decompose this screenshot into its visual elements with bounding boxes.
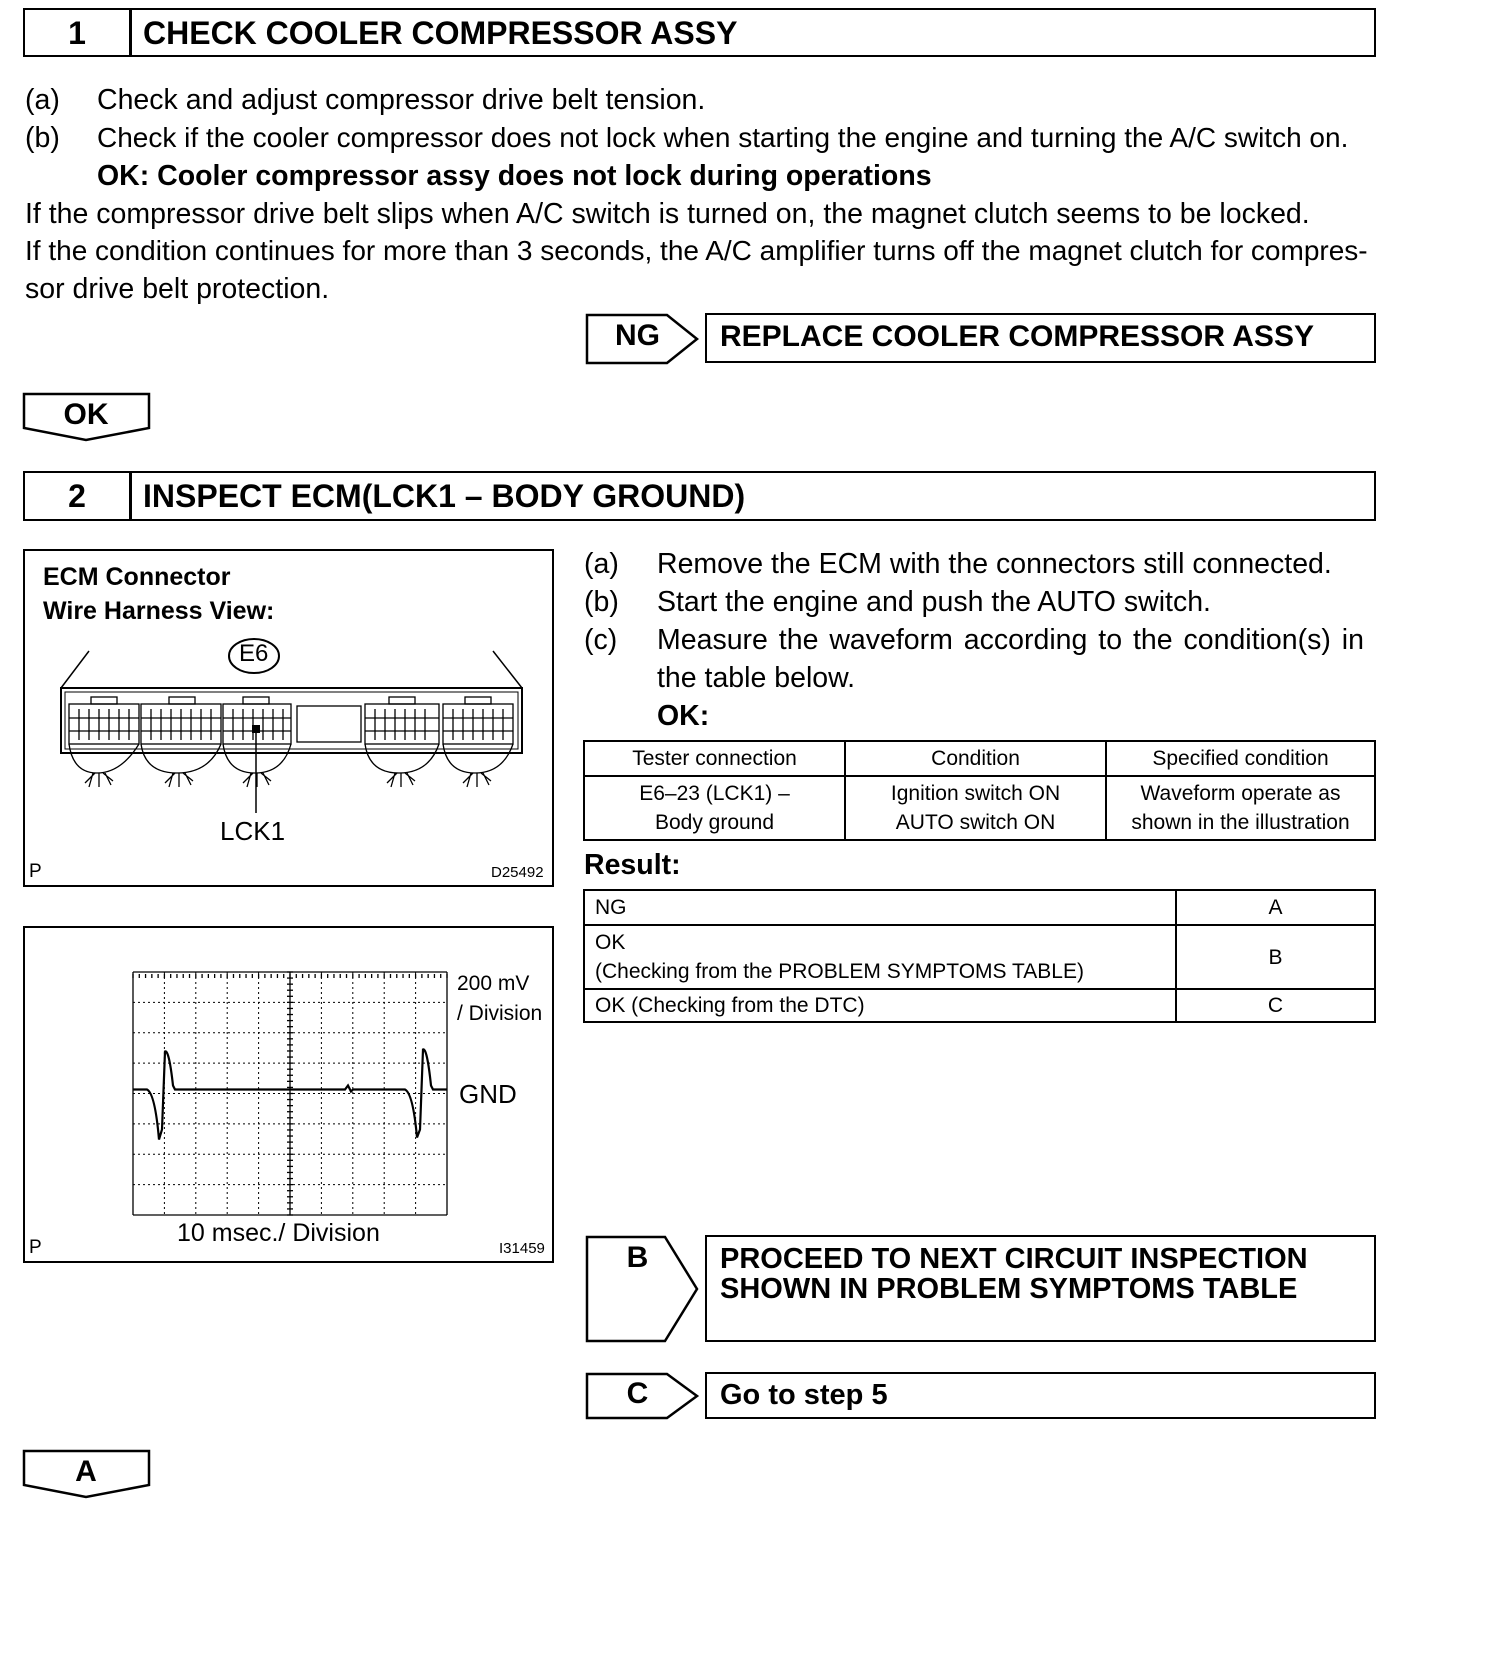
step1-divider: [129, 10, 132, 55]
result-row-a-desc: NG: [584, 890, 1176, 925]
connector-title-1: ECM Connector: [43, 563, 231, 591]
ng-action-box: [705, 313, 1376, 363]
waveform-vscale-1: 200 mV: [457, 972, 530, 995]
step2-item-a-text: Remove the ECM with the connectors still connected.: [657, 548, 1332, 580]
spec-cell-specified: [1106, 776, 1375, 840]
step2-title: INSPECT ECM(LCK1 – BODY GROUND): [143, 478, 746, 514]
step2-divider: [129, 473, 132, 519]
step1-item-a-text: Check and adjust compressor drive belt tension.: [97, 84, 706, 116]
step1-item-b-letter: (b): [25, 122, 60, 154]
waveform-vscale-2: / Division: [457, 1002, 543, 1025]
spec-header-specified: Specified condition: [1106, 741, 1375, 776]
b-action-box: [705, 1235, 1376, 1342]
result-row-b-line2: (Checking from the PROBLEM SYMPTOMS TABLE): [595, 960, 1084, 983]
step1-ok-line: OK: Cooler compressor assy does not lock during operations: [97, 160, 932, 192]
result-row-a-code: A: [1176, 890, 1375, 925]
step1-note-3: sor drive belt protection.: [25, 273, 330, 305]
b-action-line1: PROCEED TO NEXT CIRCUIT INSPECTION: [720, 1243, 1308, 1275]
result-row-a: [584, 890, 1375, 925]
result-row-c-code: C: [1176, 989, 1375, 1022]
waveform-corner-p: P: [29, 1237, 42, 1258]
step1-note-1: If the compressor drive belt slips when A/C switch is turned on, the magnet clutch seems to be locked.: [25, 198, 1310, 230]
step1-header: [23, 8, 1376, 57]
waveform-figure: [23, 926, 554, 1263]
ng-label: NG: [615, 319, 660, 352]
waveform-figure-code: I31459: [499, 1240, 545, 1257]
spec-header-condition: Condition: [845, 741, 1106, 776]
connector-title-2: Wire Harness View:: [43, 597, 275, 625]
step2-header: [23, 471, 1376, 521]
step2-item-c-cont: the table below.: [657, 662, 856, 694]
step2-ok-heading: OK:: [657, 700, 710, 732]
ok-tag-label: OK: [63, 398, 109, 431]
b-label: B: [626, 1241, 649, 1274]
step1-note-2: If the condition continues for more than 3 seconds, the A/C amplifier turns off the magnet clutch for compres-: [25, 235, 1368, 266]
spec-cell-specified-line2: shown in the illustration: [1131, 811, 1350, 834]
spec-table-row: [584, 776, 1375, 840]
step2-item-b-text: Start the engine and push the AUTO switch.: [657, 586, 1211, 618]
result-row-b-code: B: [1176, 925, 1375, 989]
connector-corner-p: P: [29, 861, 42, 882]
ng-action-text: REPLACE COOLER COMPRESSOR ASSY: [720, 320, 1314, 353]
spec-cell-tester-line2: Body ground: [654, 811, 775, 834]
spec-cell-condition-line1: Ignition switch ON: [890, 782, 1061, 805]
waveform-time-scale: 10 msec./ Division: [177, 1219, 380, 1247]
ecm-connector-drawing: [25, 551, 553, 886]
lck1-pin-label: LCK1: [220, 816, 286, 846]
spec-header-tester: Tester connection: [584, 741, 845, 776]
ecm-connector-figure: [23, 549, 554, 887]
c-label: C: [626, 1377, 649, 1410]
result-row-c: [584, 989, 1375, 1022]
step1-item-a-letter: (a): [25, 84, 60, 116]
result-row-b-desc: [584, 925, 1176, 989]
b-action-line2: SHOWN IN PROBLEM SYMPTOMS TABLE: [720, 1273, 1298, 1305]
waveform-gnd-label: GND: [459, 1079, 517, 1109]
connector-figure-code: D25492: [491, 864, 544, 881]
spec-cell-condition: [845, 776, 1106, 840]
c-action-text: Go to step 5: [720, 1379, 888, 1411]
step1-item-b-text: Check if the cooler compressor does not lock when starting the engine and turning the A/C switch on.: [97, 122, 1349, 153]
step2-item-c-letter: (c): [584, 624, 618, 656]
spec-cell-tester-line1: E6–23 (LCK1) –: [639, 782, 790, 805]
spec-table: [583, 740, 1376, 841]
spec-cell-tester: [584, 776, 845, 840]
result-row-b-line1: OK: [595, 931, 626, 954]
result-heading: Result:: [584, 849, 681, 881]
step1-title: CHECK COOLER COMPRESSOR ASSY: [143, 15, 738, 51]
step2-item-b-letter: (b): [584, 586, 619, 618]
result-table: [583, 889, 1376, 1023]
spec-cell-specified-line1: Waveform operate as: [1140, 782, 1341, 805]
result-row-b: [584, 925, 1375, 989]
step1-number: 1: [68, 15, 86, 51]
connector-id-label: E6: [239, 640, 269, 667]
result-row-c-desc: OK (Checking from the DTC): [584, 989, 1176, 1022]
spec-cell-condition-line2: AUTO switch ON: [895, 811, 1056, 834]
c-action-box: [705, 1372, 1376, 1419]
a-tag-label: A: [75, 1455, 97, 1488]
step2-number: 2: [68, 478, 86, 514]
spec-table-header-row: [584, 741, 1375, 776]
step2-item-a-letter: (a): [584, 548, 619, 580]
step2-item-c-text: Measure the waveform according to the condition(s) in: [657, 624, 1364, 656]
